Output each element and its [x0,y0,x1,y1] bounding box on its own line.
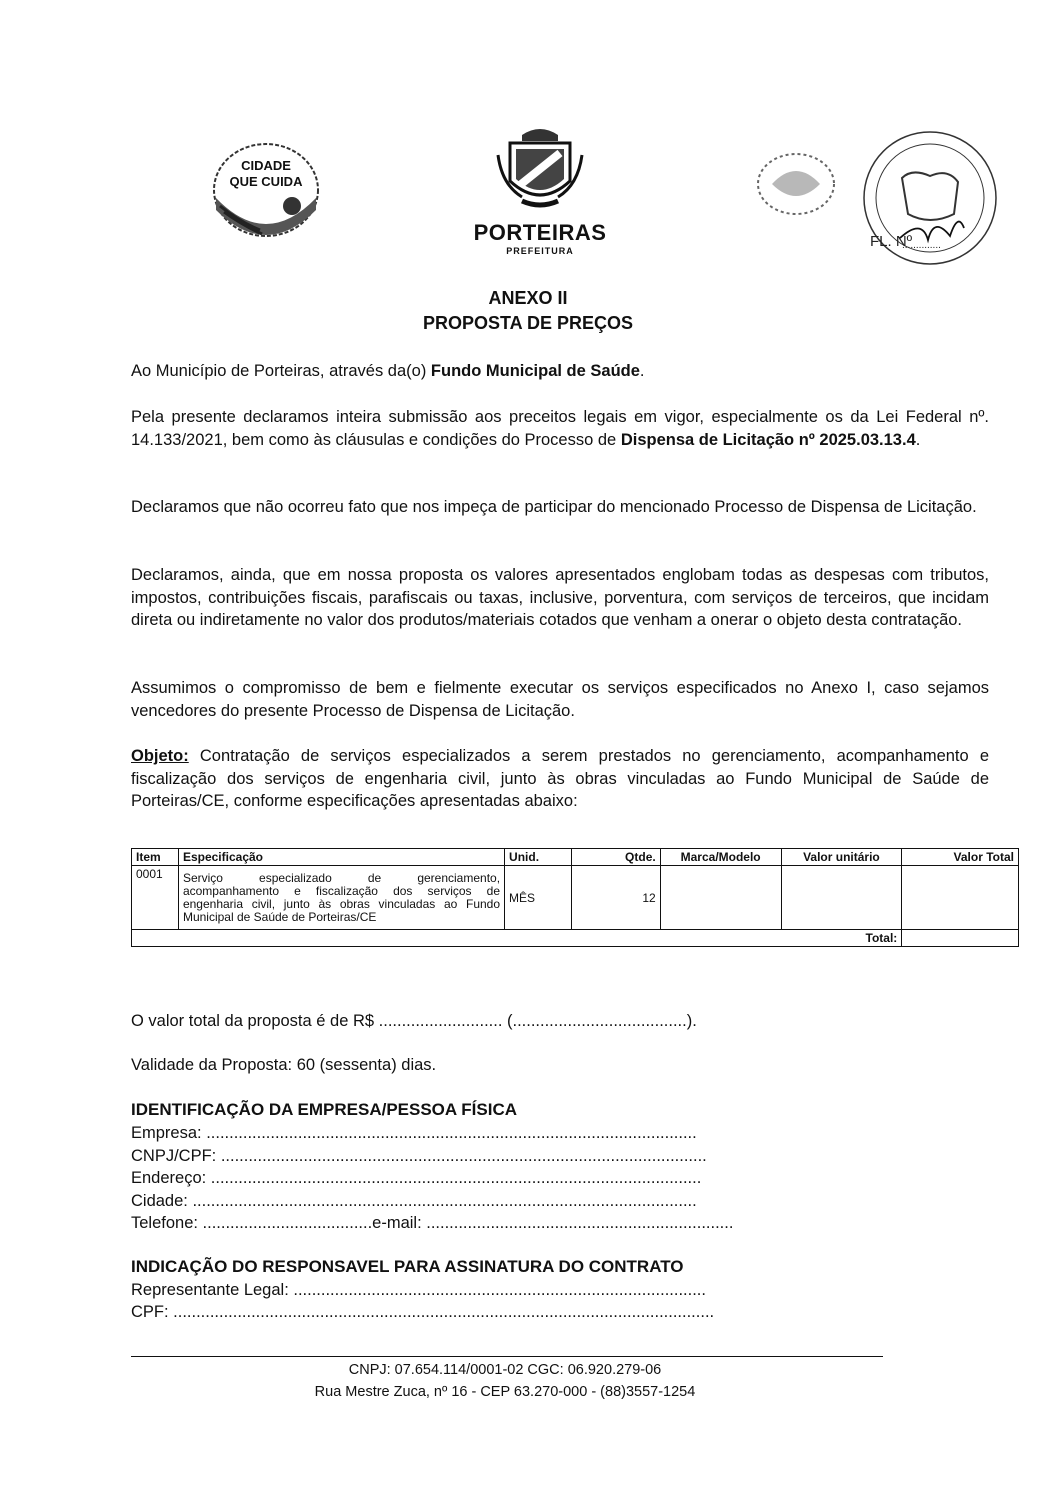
total-value [902,930,1019,947]
cidade-que-cuida-logo [210,140,322,240]
intro-suffix: . [639,362,645,380]
header-qtde: Qtde. [571,849,660,866]
svg-text:..............: .............. [902,240,941,251]
paragraph-costs: Declaramos, ainda, que em nossa proposta os valores apresentados englobam todas as despesas com tributos, impostos, contribuições fiscais, parafiscais ou taxas, inclusive, porventura, com serviços de terceiros, que incidam direta ou indiretamente no valor dos produtos/materiais cotados que venham a onerar o objeto desta contratação. [131,566,989,629]
title-annex: ANEXO II [488,288,568,308]
cnpj-field[interactable]: CNPJ/CPF: .......................................................................................................... [131,1147,707,1165]
representante-field[interactable]: Representante Legal: .......................................................................................... [131,1281,706,1299]
responsavel-heading: INDICAÇÃO DO RESPONSAVEL PARA ASSINATURA DO CONTRATO [131,1257,684,1276]
objeto-text: Contratação de serviços especializados a serem prestados no gerenciamento, acompanhamento e fiscalização dos serviços de engenharia civil, junto às obras vinculadas ao Fundo Municipal de Saúde de Porteiras/CE, conforme especificações apresentadas abaixo: [131,747,989,810]
header-spec: Especificação [178,849,504,866]
p1-text: Pela presente declaramos inteira submissão aos preceitos legais em vigor, especialmente os da Lei Federal nº. 14.133/2021, bem como às cláusulas e condições do Processo de [131,408,989,449]
header-item: Item [132,849,179,866]
cell-item: 0001 [132,866,179,930]
objeto-label: Objeto: [131,747,189,765]
paragraph-submission [131,406,989,451]
title-proposal: PROPOSTA DE PREÇOS [422,313,634,333]
porteiras-logo [460,125,620,260]
footer-address: Rua Mestre Zuca, nº 16 - CEP 63.270-000 - (88)3557-1254 [314,1384,696,1400]
footer-cnpj: CNPJ: 07.654.114/0001-02 CGC: 06.920.279-06 [348,1362,662,1378]
p1-process-number: Dispensa de Licitação nº 2025.03.13.4 [620,430,916,449]
footer-divider [131,1356,883,1357]
valor-total-line: O valor total da proposta é de R$ ........................... (......................................). [131,1012,697,1030]
cpf-field[interactable]: CPF: ...................................................................................................................... [131,1303,715,1321]
intro-prefix: Ao Município de Porteiras, através da(o) [131,362,431,380]
cell-unid: MÊS [505,866,572,930]
intro-paragraph [131,360,989,383]
logo-line1: CIDADE [241,158,291,173]
table-header-row [132,849,1019,866]
paragraph-commitment: Assumimos o compromisso de bem e fielmente executar os serviços especificados no Anexo I, caso sejamos vencedores do presente Processo de Dispensa de Licitação. [131,679,989,720]
endereco-field[interactable]: Endereço: ........................................................................................................... [131,1169,702,1187]
header-valor-total: Valor Total [902,849,1019,866]
cell-spec: Serviço especializado de gerenciamento, acompanhamento e fiscalização dos serviços de engenharia civil, junto às obras vinculadas ao Fundo Municipal de Saúde de Porteiras/CE [178,866,504,930]
p1-end: . [915,430,921,449]
stamp-fl: FL. Nº [870,233,913,250]
items-table [131,848,1019,947]
header-marca: Marca/Modelo [660,849,781,866]
intro-entity: Fundo Municipal de Saúde [430,362,640,380]
official-stamp [752,128,1012,268]
total-label: Total: [132,930,902,947]
paragraph-objeto [131,745,989,813]
header-unid: Unid. [505,849,572,866]
cell-qtde: 12 [571,866,660,930]
header-valor-unitario: Valor unitário [781,849,902,866]
cell-valor-total [902,866,1019,930]
identificacao-heading: IDENTIFICAÇÃO DA EMPRESA/PESSOA FÍSICA [131,1100,517,1119]
logo-line2: QUE CUIDA [229,174,303,189]
brand-sub: PREFEITURA [506,246,574,256]
cell-marca [660,866,781,930]
telefone-email-field[interactable]: Telefone: .....................................e-mail: ................................................................... [131,1214,734,1232]
paragraph-no-impediment: Declaramos que não ocorreu fato que nos impeça de participar do mencionado Processo de Dispensa de Licitação. [131,498,977,516]
crest-icon [492,125,588,213]
table-row [132,866,1019,930]
cell-valor-unitario [781,866,902,930]
cidade-field[interactable]: Cidade: .............................................................................................................. [131,1192,697,1210]
validade-line: Validade da Proposta: 60 (sessenta) dias. [131,1056,437,1074]
table-total-row [132,930,1019,947]
empresa-field[interactable]: Empresa: ........................................................................................................... [131,1124,697,1142]
brand-name: PORTEIRAS [473,220,607,245]
